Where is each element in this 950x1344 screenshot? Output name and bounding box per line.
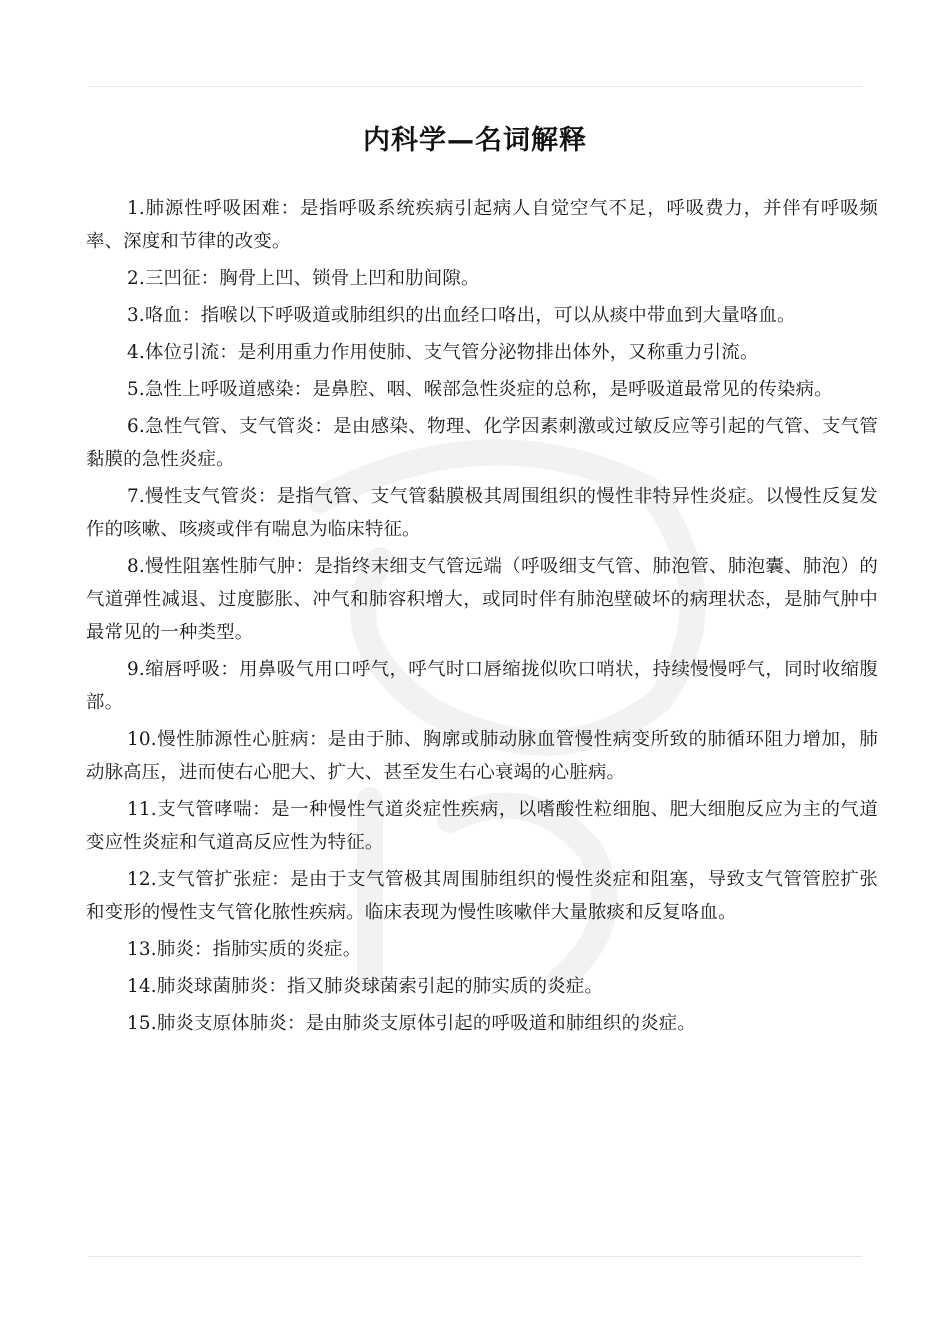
- definition-entry: 6.急性气管、支气管炎：是由感染、物理、化学因素刺激或过敏反应等引起的气管、支气管黏膜的急性炎症。: [86, 416, 878, 470]
- definition-entry: 9.缩唇呼吸：用鼻吸气用口呼气，呼气时口唇缩拢似吹口哨状，持续慢慢呼气，同时收缩腹部。: [86, 659, 878, 713]
- definition-entry: 13.肺炎：指肺实质的炎症。: [127, 939, 362, 960]
- definitions-list: [86, 192, 878, 1044]
- definition-entry: 14.肺炎球菌肺炎：指又肺炎球菌索引起的肺实质的炎症。: [127, 976, 604, 997]
- definition-entry: 10.慢性肺源性心脏病：是由于肺、胸廓或肺动脉血管慢性病变所致的肺循环阻力增加，肺动脉高压，进而使右心肥大、扩大、甚至发生右心衰竭的心脏病。: [86, 729, 878, 783]
- definition-entry: 12.支气管扩张症：是由于支气管极其周围肺组织的慢性炎症和阻塞，导致支气管管腔扩张和变形的慢性支气管化脓性疾病。临床表现为慢性咳嗽伴大量脓痰和反复咯血。: [86, 869, 878, 923]
- definition-entry: 15.肺炎支原体肺炎：是由肺炎支原体引起的呼吸道和肺组织的炎症。: [127, 1013, 696, 1034]
- definition-entry: 3.咯血：指喉以下呼吸道或肺组织的出血经口咯出，可以从痰中带血到大量咯血。: [127, 305, 796, 326]
- bottom-divider: [88, 1256, 862, 1257]
- definition-entry: 4.体位引流：是利用重力作用使肺、支气管分泌物排出体外，又称重力引流。: [127, 342, 759, 363]
- definition-entry: 11.支气管哮喘：是一种慢性气道炎症性疾病，以嗜酸性粒细胞、肥大细胞反应为主的气道变应性炎症和气道高反应性为特征。: [86, 799, 878, 853]
- definition-entry: 1.肺源性呼吸困难：是指呼吸系统疾病引起病人自觉空气不足，呼吸费力，并伴有呼吸频率、深度和节律的改变。: [86, 198, 878, 252]
- definition-entry: 2.三凹征：胸骨上凹、锁骨上凹和肋间隙。: [127, 268, 480, 289]
- definition-entry: 8.慢性阻塞性肺气肿：是指终末细支气管远端（呼吸细支气管、肺泡管、肺泡囊、肺泡）的气道弹性减退、过度膨胀、冲气和肺容积增大，或同时伴有肺泡壁破坏的病理状态，是肺气肿中最常见的一种类型。: [86, 556, 878, 643]
- definition-entry: 7.慢性支气管炎：是指气管、支气管黏膜极其周围组织的慢性非特异性炎症。以慢性反复发作的咳嗽、咳痰或伴有喘息为临床特征。: [86, 486, 878, 540]
- top-divider: [88, 86, 862, 87]
- page-title: 内科学—名词解释: [363, 125, 587, 156]
- definition-entry: 5.急性上呼吸道感染：是鼻腔、咽、喉部急性炎症的总称，是呼吸道最常见的传染病。: [127, 379, 833, 400]
